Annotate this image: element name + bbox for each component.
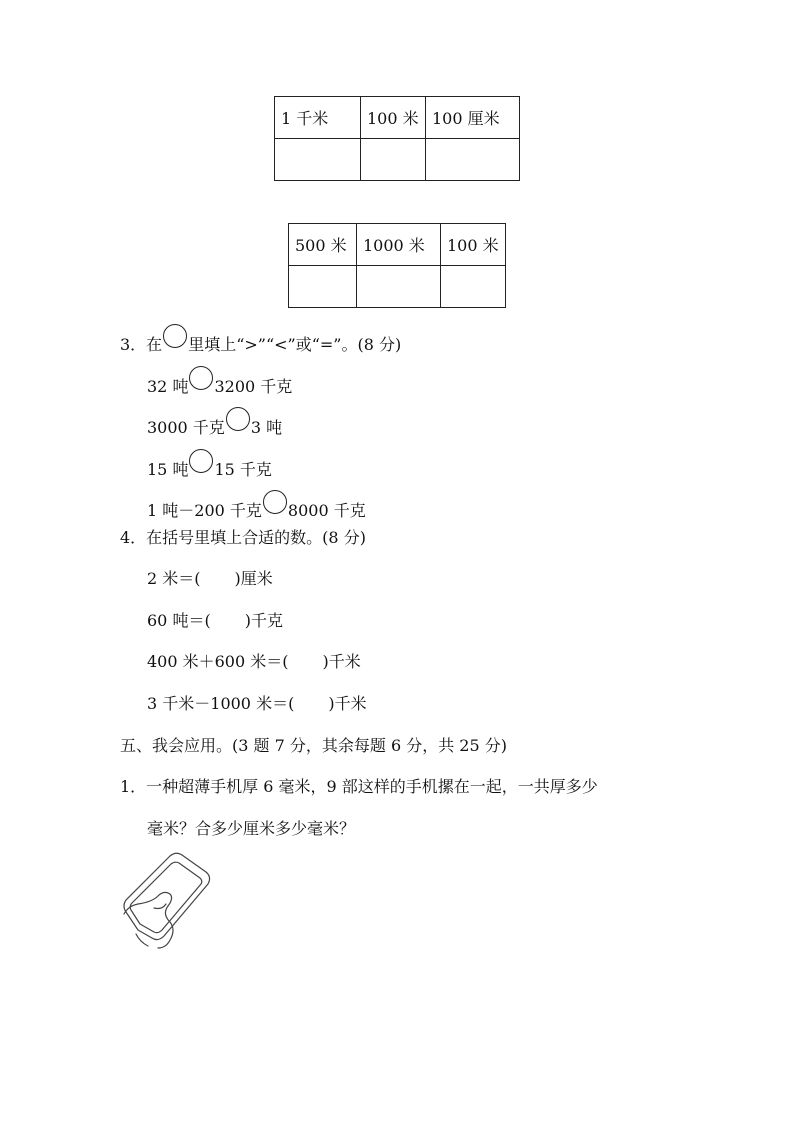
q4-item-left: 60 吨＝( <box>147 611 211 630</box>
q3-title <box>120 324 401 355</box>
q4-item-right: )千米 <box>322 652 361 671</box>
table-cell: 1000 米 <box>357 224 441 266</box>
answer-cell[interactable] <box>426 139 520 181</box>
answer-cell[interactable] <box>275 139 361 181</box>
section5-q1-line1: 1．一种超薄手机厚 6 毫米，9 部这样的手机摞在一起，一共厚多少 <box>120 777 598 796</box>
compare-circle[interactable] <box>189 366 213 390</box>
q3-item-right: 3200 千克 <box>214 377 293 396</box>
q4-item <box>147 652 361 672</box>
q3-item-left: 32 吨 <box>147 377 189 396</box>
table-row <box>275 139 520 181</box>
q3-title-pre: 3．在 <box>120 335 163 354</box>
q3-item <box>147 490 366 521</box>
table-cell: 100 米 <box>361 97 426 139</box>
q4-item-right: )千克 <box>244 611 283 630</box>
table-row <box>275 97 520 139</box>
compare-circle[interactable] <box>263 490 287 514</box>
table-cell: 100 米 <box>441 224 506 266</box>
answer-cell[interactable] <box>289 266 357 308</box>
q4-item-right: )厘米 <box>234 569 273 588</box>
q3-item-right: 3 吨 <box>250 418 283 437</box>
q3-item-left: 15 吨 <box>147 460 189 479</box>
q4-title: 4．在括号里填上合适的数。(8 分) <box>120 528 366 547</box>
table-row <box>289 224 506 266</box>
q4-item <box>147 611 283 631</box>
q3-item-right: 15 千克 <box>214 460 272 479</box>
q4-item <box>147 694 367 714</box>
q3-item <box>147 366 292 397</box>
q4-item-right: )千米 <box>328 694 367 713</box>
q3-item-left: 3000 千克 <box>147 418 225 437</box>
compare-circle[interactable] <box>189 449 213 473</box>
q4-item-left: 2 米＝( <box>147 569 201 588</box>
q4-item-left: 3 千米－1000 米＝( <box>147 694 295 713</box>
answer-cell[interactable] <box>361 139 426 181</box>
q4-item <box>147 569 273 589</box>
compare-circle[interactable] <box>226 407 250 431</box>
table-cell: 1 千米 <box>275 97 361 139</box>
q3-title-post: 里填上“>”“<”或“=”。(8 分) <box>188 335 402 354</box>
section5-title: 五、我会应用。(3 题 7 分，其余每题 6 分，共 25 分) <box>120 736 507 755</box>
compare-circle[interactable] <box>163 324 187 348</box>
table-row <box>289 266 506 308</box>
section5-q1-line2: 毫米？合多少厘米多少毫米？ <box>147 819 356 838</box>
answer-cell[interactable] <box>441 266 506 308</box>
unit-table-1 <box>274 96 520 181</box>
table-cell: 100 厘米 <box>426 97 520 139</box>
answer-cell[interactable] <box>357 266 441 308</box>
q3-item-left: 1 吨－200 千克 <box>147 501 262 520</box>
q3-item <box>147 407 282 438</box>
table-cell: 500 米 <box>289 224 357 266</box>
phone-illustration <box>118 848 214 952</box>
q3-item-right: 8000 千克 <box>287 501 366 520</box>
q4-item-left: 400 米＋600 米＝( <box>147 652 289 671</box>
q3-item <box>147 449 272 480</box>
unit-table-2 <box>288 223 506 308</box>
